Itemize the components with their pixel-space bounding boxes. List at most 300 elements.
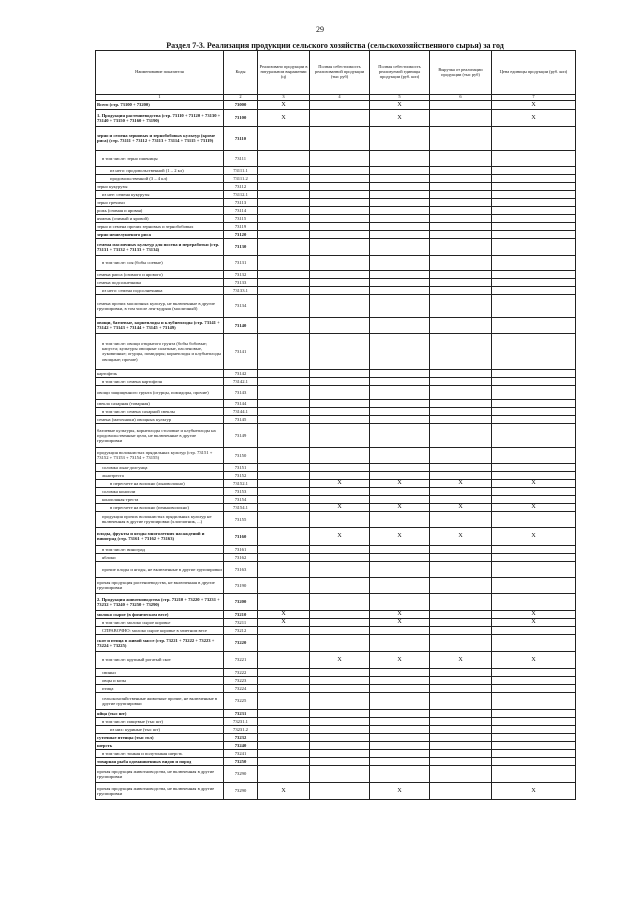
row-name: ячмень (озимый и яровой) bbox=[96, 214, 224, 222]
row-value-col7 bbox=[492, 733, 576, 741]
row-value-col3 bbox=[258, 214, 310, 222]
row-value-col3 bbox=[258, 150, 310, 166]
row-value-col7 bbox=[492, 684, 576, 692]
header-revenue: Выручка от реализации продукции (тыс руб) bbox=[430, 51, 492, 95]
row-value-col7 bbox=[492, 333, 576, 369]
row-code: 73145 bbox=[224, 415, 258, 423]
table-row bbox=[96, 561, 576, 577]
column-number: 5 bbox=[370, 95, 430, 101]
table-row bbox=[96, 206, 576, 214]
row-value-col7 bbox=[492, 317, 576, 333]
row-value-col7 bbox=[492, 717, 576, 725]
row-name: в том числе: тонкая и полутонкая шерсть bbox=[96, 749, 224, 757]
row-value-col6 bbox=[430, 733, 492, 741]
row-code: 73112.1 bbox=[224, 190, 258, 198]
row-value-col7 bbox=[492, 150, 576, 166]
row-name: Всего (стр. 73100 + 73200) bbox=[96, 100, 224, 109]
table-row bbox=[96, 255, 576, 270]
row-code: 73163 bbox=[224, 561, 258, 577]
row-value-col3 bbox=[258, 553, 310, 561]
row-value-col6 bbox=[430, 166, 492, 174]
row-name: 1. Продукция растениеводства (стр. 73110 + 73120 + 73130 + 73140 + 73150 + 73160 + 73190) bbox=[96, 109, 224, 126]
row-value-col6 bbox=[430, 765, 492, 782]
row-name: прочие плоды и ягоды, не включенные в другие группировки bbox=[96, 561, 224, 577]
row-value-col4 bbox=[310, 741, 370, 749]
row-name: в пересчете на волокно (пеньковолокно) bbox=[96, 503, 224, 511]
row-value-col3 bbox=[258, 749, 310, 757]
row-value-col5 bbox=[370, 733, 430, 741]
row-value-col3 bbox=[258, 385, 310, 399]
row-value-col4 bbox=[310, 377, 370, 385]
row-value-col6 bbox=[430, 757, 492, 765]
row-value-col6 bbox=[430, 198, 492, 206]
row-value-col6 bbox=[430, 725, 492, 733]
row-value-col3 bbox=[258, 692, 310, 709]
row-value-col3 bbox=[258, 447, 310, 463]
row-value-col3 bbox=[258, 423, 310, 447]
row-value-col6 bbox=[430, 190, 492, 198]
table-row bbox=[96, 190, 576, 198]
row-name: в том числе: молоко сырое коровье bbox=[96, 618, 224, 626]
row-value-col3 bbox=[258, 166, 310, 174]
row-value-col7 bbox=[492, 668, 576, 676]
row-code: 73231.1 bbox=[224, 717, 258, 725]
row-value-col4 bbox=[310, 684, 370, 692]
row-name: свекла сахарная (товарная) bbox=[96, 399, 224, 407]
row-value-col6 bbox=[430, 286, 492, 294]
row-value-col7 bbox=[492, 222, 576, 230]
row-value-col3 bbox=[258, 487, 310, 495]
row-value-col6 bbox=[430, 294, 492, 317]
row-value-col7 bbox=[492, 255, 576, 270]
row-name: зерно гречихи bbox=[96, 198, 224, 206]
row-value-col5 bbox=[370, 684, 430, 692]
row-value-col5 bbox=[370, 182, 430, 190]
row-value-col4 bbox=[310, 765, 370, 782]
table-row bbox=[96, 733, 576, 741]
row-code: 73241 bbox=[224, 749, 258, 757]
table-row bbox=[96, 447, 576, 463]
row-value-col7: X bbox=[492, 651, 576, 668]
row-value-col3 bbox=[258, 684, 310, 692]
row-code: 73150 bbox=[224, 447, 258, 463]
row-code: 73149 bbox=[224, 423, 258, 447]
row-name: в том числе: овощи открытого грунта (бобы бобовые; капуста; культуры овощные салатные, пасленовые, луковичные; огурцы, помидоры; корнеплоды и клубнеплоды овощные; прочие) bbox=[96, 333, 224, 369]
table-row bbox=[96, 198, 576, 206]
row-name: товарная рыба одомашненных видов и пород bbox=[96, 757, 224, 765]
row-value-col3 bbox=[258, 190, 310, 198]
row-code: 73162 bbox=[224, 553, 258, 561]
table-body bbox=[96, 100, 576, 799]
column-number: 2 bbox=[224, 95, 258, 101]
row-value-col6 bbox=[430, 471, 492, 479]
row-value-col4 bbox=[310, 692, 370, 709]
row-value-col6 bbox=[430, 684, 492, 692]
row-value-col5 bbox=[370, 278, 430, 286]
row-value-col4 bbox=[310, 618, 370, 626]
row-value-col7 bbox=[492, 692, 576, 709]
row-value-col4 bbox=[310, 561, 370, 577]
row-value-col6 bbox=[430, 407, 492, 415]
row-value-col3 bbox=[258, 463, 310, 471]
row-value-col4 bbox=[310, 100, 370, 109]
row-code: 73240 bbox=[224, 741, 258, 749]
table-row bbox=[96, 487, 576, 495]
table-row bbox=[96, 626, 576, 634]
row-value-col3 bbox=[258, 270, 310, 278]
row-value-col4 bbox=[310, 198, 370, 206]
table-row bbox=[96, 270, 576, 278]
table-row bbox=[96, 377, 576, 385]
row-value-col3: X bbox=[258, 610, 310, 618]
table-row bbox=[96, 668, 576, 676]
row-value-col4 bbox=[310, 174, 370, 182]
row-value-col5 bbox=[370, 270, 430, 278]
row-value-col5 bbox=[370, 222, 430, 230]
row-name: из него: продовольственной (1 – 2 кл) bbox=[96, 166, 224, 174]
row-value-col7 bbox=[492, 399, 576, 407]
row-code: 73152.1 bbox=[224, 479, 258, 487]
row-value-col3 bbox=[258, 238, 310, 255]
row-value-col4 bbox=[310, 407, 370, 415]
row-value-col4 bbox=[310, 634, 370, 651]
row-value-col5: X bbox=[370, 109, 430, 126]
row-value-col5 bbox=[370, 668, 430, 676]
row-name: семена (маточники) овощных культур bbox=[96, 415, 224, 423]
row-value-col7 bbox=[492, 270, 576, 278]
row-value-col6 bbox=[430, 717, 492, 725]
row-value-col6 bbox=[430, 174, 492, 182]
table-row bbox=[96, 782, 576, 799]
row-value-col3 bbox=[258, 206, 310, 214]
row-value-col4 bbox=[310, 495, 370, 503]
row-value-col5 bbox=[370, 692, 430, 709]
row-value-col7 bbox=[492, 495, 576, 503]
table-row bbox=[96, 553, 576, 561]
row-value-col4 bbox=[310, 593, 370, 610]
row-value-col3 bbox=[258, 733, 310, 741]
table-row bbox=[96, 717, 576, 725]
row-name: продукция волокнистых прядильных культур (стр. 73151 + 73152 + 73153 + 73154 + 73155) bbox=[96, 447, 224, 463]
row-code: 73133 bbox=[224, 278, 258, 286]
table-row bbox=[96, 545, 576, 553]
row-value-col3 bbox=[258, 286, 310, 294]
row-value-col6 bbox=[430, 626, 492, 634]
row-value-col5 bbox=[370, 407, 430, 415]
row-name: прочая продукция животноводства, не включенная в другие группировки bbox=[96, 765, 224, 782]
row-code: 73112 bbox=[224, 182, 258, 190]
row-value-col3 bbox=[258, 741, 310, 749]
row-value-col6 bbox=[430, 692, 492, 709]
row-value-col4 bbox=[310, 230, 370, 238]
row-value-col3 bbox=[258, 757, 310, 765]
row-name: рожь (озимая и яровая) bbox=[96, 206, 224, 214]
row-value-col7: X bbox=[492, 503, 576, 511]
row-value-col6 bbox=[430, 511, 492, 527]
row-code: 73223 bbox=[224, 676, 258, 684]
row-value-col7 bbox=[492, 577, 576, 593]
column-number: 7 bbox=[492, 95, 576, 101]
row-value-col5: X bbox=[370, 782, 430, 799]
table-row bbox=[96, 166, 576, 174]
row-name: семена масличных культур для посева и переработки (стр. 73131 + 73132 + 73133 + 73134) bbox=[96, 238, 224, 255]
row-value-col3 bbox=[258, 479, 310, 487]
row-value-col5 bbox=[370, 749, 430, 757]
row-value-col5 bbox=[370, 317, 430, 333]
row-value-col7 bbox=[492, 407, 576, 415]
row-name: в том числе: семена сахарной свеклы bbox=[96, 407, 224, 415]
row-name: прочая продукция животноводства, не включенная в другие группировки bbox=[96, 782, 224, 799]
row-value-col7 bbox=[492, 749, 576, 757]
table-row bbox=[96, 765, 576, 782]
row-name: в том числе: семена картофеля bbox=[96, 377, 224, 385]
row-code: 73210 bbox=[224, 610, 258, 618]
header-unit-price: Цена единицы продукции (руб. коп) bbox=[492, 51, 576, 95]
row-value-col7 bbox=[492, 545, 576, 553]
row-value-col6 bbox=[430, 206, 492, 214]
row-code: 73130 bbox=[224, 238, 258, 255]
row-value-col6 bbox=[430, 447, 492, 463]
row-value-col5 bbox=[370, 377, 430, 385]
row-value-col7 bbox=[492, 190, 576, 198]
row-value-col6 bbox=[430, 182, 492, 190]
row-value-col4 bbox=[310, 757, 370, 765]
row-value-col7 bbox=[492, 676, 576, 684]
row-value-col6 bbox=[430, 278, 492, 286]
row-value-col5 bbox=[370, 725, 430, 733]
row-value-col6 bbox=[430, 561, 492, 577]
row-code: 73132 bbox=[224, 270, 258, 278]
table-row bbox=[96, 676, 576, 684]
row-code: 73155 bbox=[224, 511, 258, 527]
row-value-col3 bbox=[258, 317, 310, 333]
row-value-col4 bbox=[310, 545, 370, 553]
row-code: 73142 bbox=[224, 369, 258, 377]
row-value-col7 bbox=[492, 553, 576, 561]
row-value-col4 bbox=[310, 668, 370, 676]
row-value-col5: X bbox=[370, 618, 430, 626]
row-name: из них: куриные (тыс шт) bbox=[96, 725, 224, 733]
row-value-col4 bbox=[310, 222, 370, 230]
row-value-col6: X bbox=[430, 503, 492, 511]
row-name: соломка конопли bbox=[96, 487, 224, 495]
row-value-col7 bbox=[492, 471, 576, 479]
row-value-col7 bbox=[492, 377, 576, 385]
row-value-col7 bbox=[492, 294, 576, 317]
row-name: яйца (тыс шт) bbox=[96, 709, 224, 717]
row-value-col4: X bbox=[310, 503, 370, 511]
row-value-col4 bbox=[310, 463, 370, 471]
row-value-col7 bbox=[492, 126, 576, 150]
row-value-col4 bbox=[310, 399, 370, 407]
row-value-col5 bbox=[370, 741, 430, 749]
row-name: в том числе: зерно пшеницы bbox=[96, 150, 224, 166]
table-row bbox=[96, 174, 576, 182]
row-value-col4 bbox=[310, 423, 370, 447]
row-name: 2. Продукция животноводства (стр. 73210 + 73220 + 73231 + 73232 + 73240 + 73250 + 73290) bbox=[96, 593, 224, 610]
row-value-col4 bbox=[310, 206, 370, 214]
row-name: молоко сырое (в физическом весе) bbox=[96, 610, 224, 618]
row-value-col4 bbox=[310, 150, 370, 166]
header-full-cost: Полная себестоимость реализованной продукции (тыс руб) bbox=[310, 51, 370, 95]
row-code: 73120 bbox=[224, 230, 258, 238]
table-row bbox=[96, 126, 576, 150]
row-value-col4: X bbox=[310, 479, 370, 487]
row-value-col7 bbox=[492, 423, 576, 447]
row-value-col3 bbox=[258, 626, 310, 634]
row-code: 73231 bbox=[224, 709, 258, 717]
row-value-col5: X bbox=[370, 527, 430, 545]
row-value-col4 bbox=[310, 182, 370, 190]
row-code: 73211 bbox=[224, 618, 258, 626]
row-value-col5 bbox=[370, 166, 430, 174]
row-value-col6 bbox=[430, 545, 492, 553]
table-row bbox=[96, 294, 576, 317]
row-value-col6 bbox=[430, 668, 492, 676]
row-value-col6 bbox=[430, 100, 492, 109]
row-code: 73143 bbox=[224, 385, 258, 399]
row-code: 73225 bbox=[224, 692, 258, 709]
row-value-col5: X bbox=[370, 100, 430, 109]
row-value-col5 bbox=[370, 471, 430, 479]
row-code: 73000 bbox=[224, 100, 258, 109]
row-value-col7 bbox=[492, 725, 576, 733]
table-row bbox=[96, 222, 576, 230]
table-row bbox=[96, 109, 576, 126]
row-value-col3 bbox=[258, 527, 310, 545]
row-code: 73111.1 bbox=[224, 166, 258, 174]
row-value-col5 bbox=[370, 369, 430, 377]
row-name: соломка льна-долгунца bbox=[96, 463, 224, 471]
row-value-col5 bbox=[370, 294, 430, 317]
row-value-col7 bbox=[492, 182, 576, 190]
row-value-col5: X bbox=[370, 479, 430, 487]
row-code: 73290 bbox=[224, 782, 258, 799]
row-value-col5 bbox=[370, 447, 430, 463]
row-value-col7 bbox=[492, 447, 576, 463]
row-value-col4 bbox=[310, 126, 370, 150]
row-name: продовольственной (3 – 4 кл) bbox=[96, 174, 224, 182]
row-value-col7: X bbox=[492, 100, 576, 109]
row-name: в пересчете на волокно (льноволокно) bbox=[96, 479, 224, 487]
row-value-col7 bbox=[492, 174, 576, 182]
row-value-col4 bbox=[310, 782, 370, 799]
table-row bbox=[96, 593, 576, 610]
row-code: 73212 bbox=[224, 626, 258, 634]
sales-table bbox=[95, 50, 576, 800]
row-value-col5 bbox=[370, 190, 430, 198]
row-code: 73115 bbox=[224, 214, 258, 222]
table-row bbox=[96, 741, 576, 749]
row-name: продукция прочих волокнистых прядильных культур не включенная в другие группировки (хлопчатник, ...) bbox=[96, 511, 224, 527]
row-value-col4 bbox=[310, 511, 370, 527]
row-name: СПРАВОЧНО: молоко сырое коровье в зачетном весе bbox=[96, 626, 224, 634]
row-name: льнотреста bbox=[96, 471, 224, 479]
table-row bbox=[96, 230, 576, 238]
row-value-col5 bbox=[370, 545, 430, 553]
row-value-col4 bbox=[310, 270, 370, 278]
row-value-col3 bbox=[258, 561, 310, 577]
row-value-col7 bbox=[492, 278, 576, 286]
row-value-col6 bbox=[430, 463, 492, 471]
row-code: 73160 bbox=[224, 527, 258, 545]
row-value-col7 bbox=[492, 206, 576, 214]
row-value-col3 bbox=[258, 369, 310, 377]
row-code: 73141 bbox=[224, 333, 258, 369]
row-name: семена подсолнечника bbox=[96, 278, 224, 286]
row-value-col5 bbox=[370, 561, 430, 577]
table-row bbox=[96, 618, 576, 626]
row-value-col4 bbox=[310, 369, 370, 377]
row-value-col6 bbox=[430, 385, 492, 399]
row-value-col7: X bbox=[492, 479, 576, 487]
table-row bbox=[96, 479, 576, 487]
column-number: 3 bbox=[258, 95, 310, 101]
table-row bbox=[96, 709, 576, 717]
row-value-col6 bbox=[430, 150, 492, 166]
row-code: 73144.1 bbox=[224, 407, 258, 415]
row-value-col6 bbox=[430, 214, 492, 222]
row-value-col4 bbox=[310, 447, 370, 463]
row-value-col7 bbox=[492, 214, 576, 222]
row-name: в том числе: соя (бобы соевые) bbox=[96, 255, 224, 270]
row-value-col3 bbox=[258, 222, 310, 230]
row-name: яблоки bbox=[96, 553, 224, 561]
row-value-col3 bbox=[258, 545, 310, 553]
row-value-col5 bbox=[370, 150, 430, 166]
row-value-col7 bbox=[492, 230, 576, 238]
row-value-col5 bbox=[370, 765, 430, 782]
table-row bbox=[96, 238, 576, 255]
row-value-col6 bbox=[430, 593, 492, 610]
row-value-col3: X bbox=[258, 100, 310, 109]
row-name: бахчевые культуры, корнеплоды столовые и клубнеплоды на продовольственные цели, не включенные в другие группировки bbox=[96, 423, 224, 447]
row-value-col3 bbox=[258, 471, 310, 479]
table-row bbox=[96, 415, 576, 423]
row-value-col7 bbox=[492, 415, 576, 423]
row-name: сельскохозяйственные животные прочие, не включенные в другие группировки bbox=[96, 692, 224, 709]
row-value-col4 bbox=[310, 255, 370, 270]
header-code: Коды bbox=[224, 51, 258, 95]
row-value-col5 bbox=[370, 423, 430, 447]
table-row bbox=[96, 610, 576, 618]
row-value-col7 bbox=[492, 369, 576, 377]
row-value-col5 bbox=[370, 174, 430, 182]
row-value-col6 bbox=[430, 423, 492, 447]
row-value-col5 bbox=[370, 717, 430, 725]
table-row bbox=[96, 511, 576, 527]
row-value-col5 bbox=[370, 511, 430, 527]
row-value-col4 bbox=[310, 415, 370, 423]
row-value-col6 bbox=[430, 634, 492, 651]
row-value-col5 bbox=[370, 206, 430, 214]
table-row bbox=[96, 100, 576, 109]
row-value-col7 bbox=[492, 238, 576, 255]
row-value-col4 bbox=[310, 166, 370, 174]
row-value-col5 bbox=[370, 634, 430, 651]
row-value-col5 bbox=[370, 286, 430, 294]
row-value-col7 bbox=[492, 741, 576, 749]
row-value-col3 bbox=[258, 182, 310, 190]
row-code: 73119 bbox=[224, 222, 258, 230]
row-name: прочая продукция растениеводства, не включенная в другие группировки bbox=[96, 577, 224, 593]
row-value-col5 bbox=[370, 553, 430, 561]
row-value-col4 bbox=[310, 333, 370, 369]
row-value-col6 bbox=[430, 230, 492, 238]
table-row bbox=[96, 369, 576, 377]
row-value-col7 bbox=[492, 198, 576, 206]
table-row bbox=[96, 651, 576, 668]
